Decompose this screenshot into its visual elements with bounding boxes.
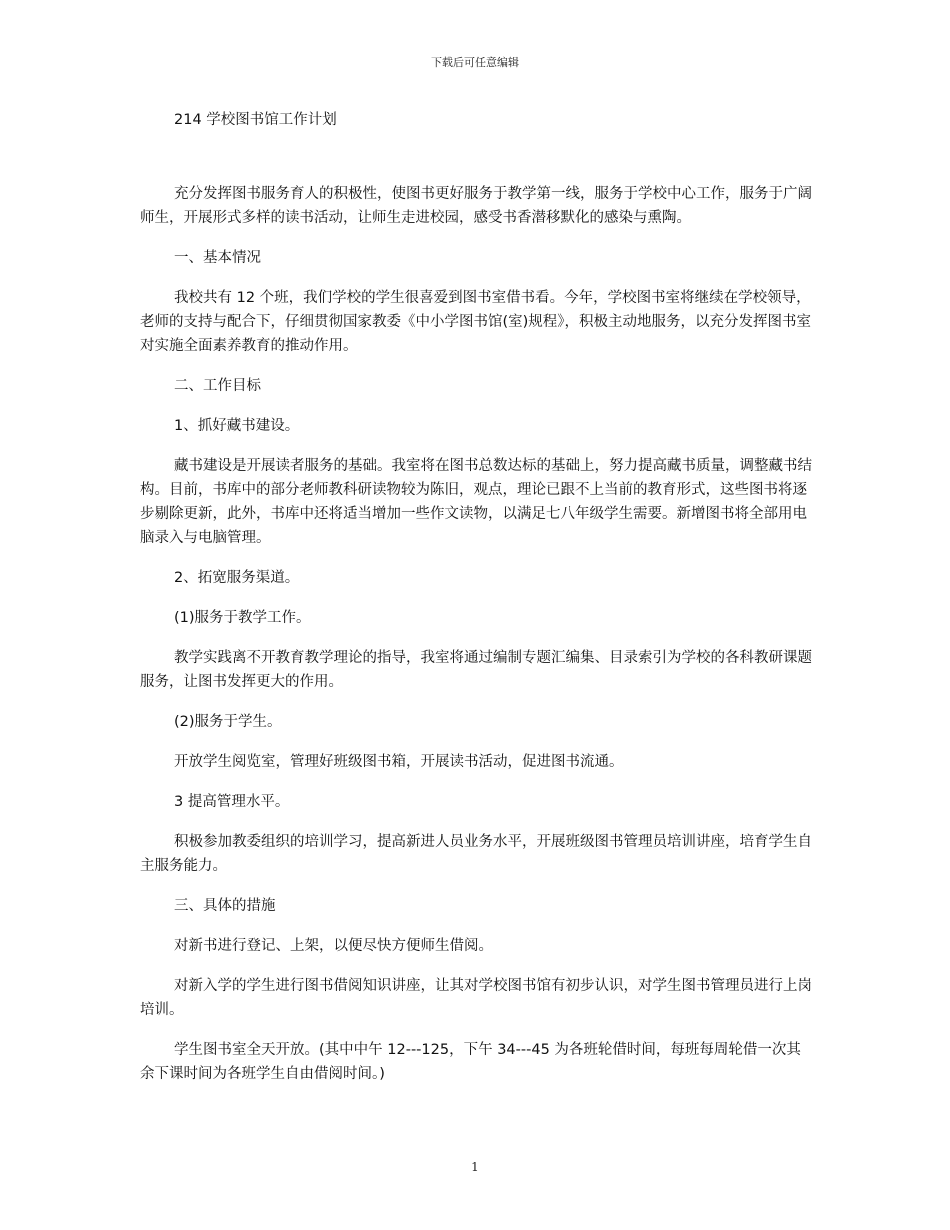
goal-item-1-heading: 1、抓好藏书建设。 (174, 418, 300, 434)
measure-paragraph-1: 对新书进行登记、上架，以便尽快方便师生借阅。 (174, 938, 493, 954)
goal-item-2-sub-2-heading: (2)服务于学生。 (174, 714, 282, 730)
section-heading-goals: 二、工作目标 (174, 378, 261, 394)
document-title: 214 学校图书馆工作计划 (174, 112, 337, 128)
section-heading-basic: 一、基本情况 (174, 250, 261, 266)
measure-paragraph-3: 学生图书室全天开放。(其中中午 12---125，下午 34---45 为各班轮借时间，每班每周轮借一次其余下课时间为各班学生自由借阅时间。) (140, 1042, 801, 1082)
basic-situation-paragraph: 我校共有 12 个班，我们学校的学生很喜爱到图书室借书看。今年，学校图书室将继续在学校领导，老师的支持与配合下，仔细贯彻国家教委《中小学图书馆(室)规程》，积极主动地服务，以充分发挥图书室对实施全面素养教育的推动作用。 (140, 290, 812, 354)
page-header: 下载后可任意编辑 (431, 56, 519, 69)
goal-item-2-heading: 2、拓宽服务渠道。 (174, 570, 300, 586)
goal-item-2-sub-1-heading: (1)服务于教学工作。 (174, 610, 311, 626)
section-heading-measures: 三、具体的措施 (174, 898, 276, 914)
measure-paragraph-2: 对新入学的学生进行图书借阅知识讲座，让其对学校图书馆有初步认识，对学生图书管理员进行上岗培训。 (140, 978, 812, 1018)
intro-paragraph: 充分发挥图书服务育人的积极性，使图书更好服务于教学第一线，服务于学校中心工作，服务于广阔师生，开展形式多样的读书活动，让师生走进校园，感受书香潜移默化的感染与熏陶。 (140, 186, 812, 226)
goal-item-2-sub-1-paragraph: 教学实践离不开教育教学理论的指导，我室将通过编制专题汇编集、目录索引为学校的各科教研课题服务，让图书发挥更大的作用。 (140, 650, 812, 690)
page-number: 1 (471, 1160, 479, 1174)
goal-item-1-paragraph: 藏书建设是开展读者服务的基础。我室将在图书总数达标的基础上，努力提高藏书质量，调整藏书结构。目前，书库中的部分老师教科研读物较为陈旧，观点，理论已跟不上当前的教育形式，这些图书将逐步剔除更新，此外，书库中还将适当增加一些作文读物，以满足七八年级学生需要。新增图书将全部用电脑录入与电脑管理。 (140, 458, 812, 546)
goal-item-3-heading: 3 提高管理水平。 (174, 794, 290, 810)
document-body (140, 108, 812, 1086)
goal-item-2-sub-2-paragraph: 开放学生阅览室，管理好班级图书箱，开展读书活动，促进图书流通。 (174, 754, 624, 770)
goal-item-3-paragraph: 积极参加教委组织的培训学习，提高新进人员业务水平，开展班级图书管理员培训讲座，培育学生自主服务能力。 (140, 834, 812, 874)
